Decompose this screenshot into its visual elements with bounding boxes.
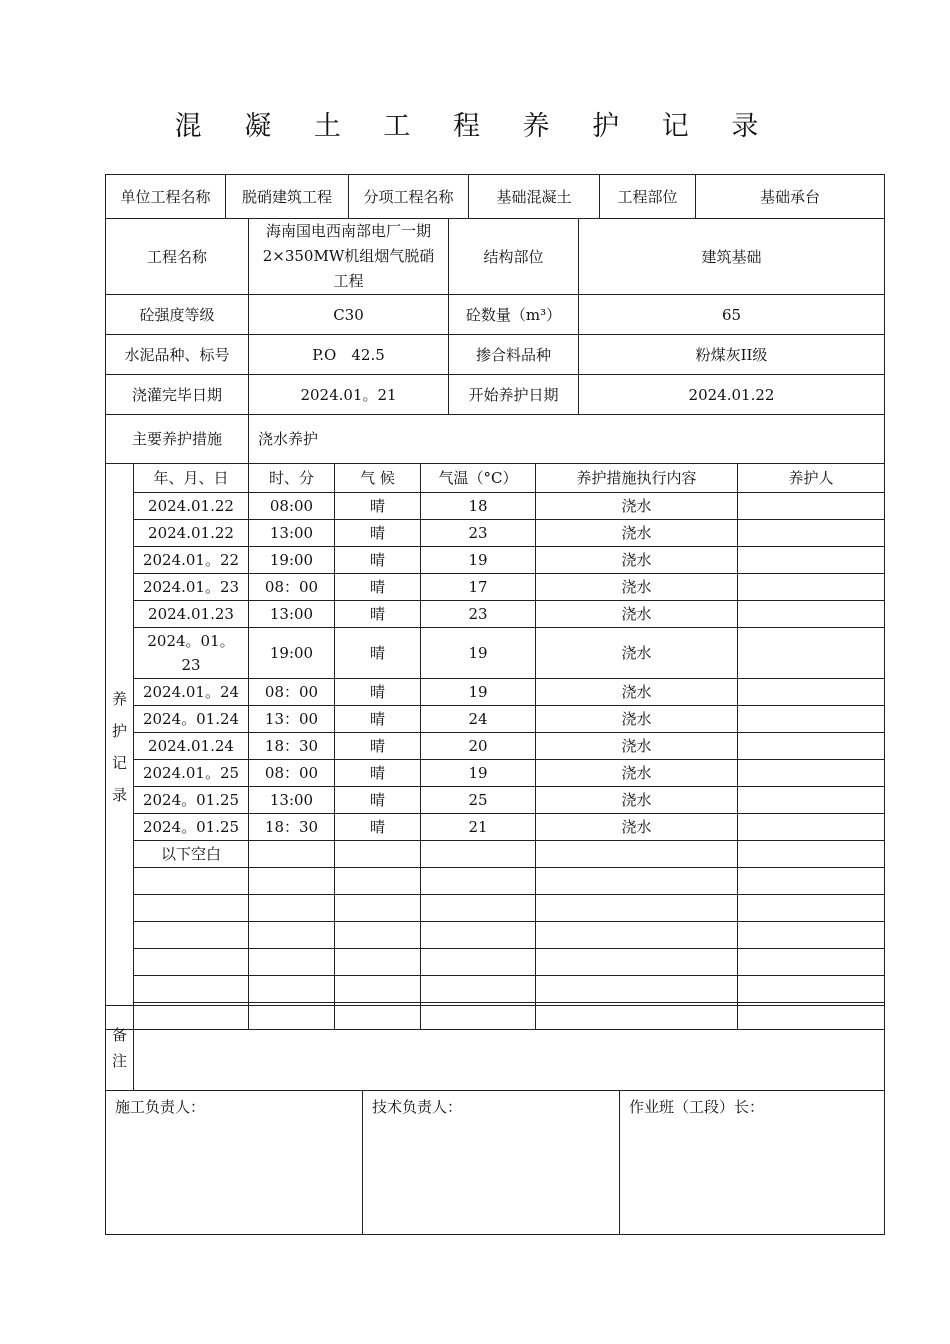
admixture-value: 粉煤灰II级 (579, 335, 885, 375)
log-time: 13:00 (249, 601, 335, 628)
project-name-value: 海南国电西南部电厂一期2×350MW机组烟气脱硝工程 (249, 219, 449, 295)
blank-cell (335, 895, 421, 922)
log-time: 13:00 (249, 787, 335, 814)
log-date: 2024。01。23 (134, 628, 249, 679)
log-date: 2024.01。24 (134, 679, 249, 706)
log-time: 08：00 (249, 760, 335, 787)
log-action: 浇水 (536, 760, 738, 787)
header-table (105, 174, 885, 219)
log-time: 08:00 (249, 493, 335, 520)
curing-record-label: 养 护 记 录 (106, 464, 134, 1030)
log-weather: 晴 (335, 547, 421, 574)
log-time: 19:00 (249, 628, 335, 679)
log-temp: 17 (421, 574, 536, 601)
blank-cell (249, 922, 335, 949)
log-time: 13:00 (249, 520, 335, 547)
log-action: 浇水 (536, 601, 738, 628)
log-time: 08：00 (249, 574, 335, 601)
sub-item-label: 分项工程名称 (349, 175, 469, 219)
table-row (106, 547, 885, 574)
log-action: 浇水 (536, 787, 738, 814)
log-temp: 19 (421, 628, 536, 679)
log-date: 2024.01。23 (134, 574, 249, 601)
blank-cell (421, 949, 536, 976)
table-row (106, 628, 885, 679)
log-temp: 23 (421, 601, 536, 628)
log-person (738, 601, 885, 628)
log-temp: 21 (421, 814, 536, 841)
log-time: 18：30 (249, 733, 335, 760)
log-header-row (106, 464, 885, 493)
col-weather-header: 气 候 (335, 464, 421, 493)
cement-label: 水泥品种、标号 (106, 335, 249, 375)
blank-cell (536, 949, 738, 976)
curing-start-value: 2024.01.22 (579, 375, 885, 415)
log-person (738, 493, 885, 520)
log-person (738, 628, 885, 679)
table-row (106, 814, 885, 841)
log-person (738, 814, 885, 841)
measures-label: 主要养护措施 (106, 415, 249, 464)
table-row (106, 733, 885, 760)
blank-cell (738, 841, 885, 868)
blank-cell (249, 868, 335, 895)
table-row (106, 760, 885, 787)
blank-cell (421, 922, 536, 949)
log-weather: 晴 (335, 706, 421, 733)
curing-start-label: 开始养护日期 (449, 375, 579, 415)
log-weather: 晴 (335, 787, 421, 814)
blank-note: 以下空白 (134, 841, 249, 868)
log-action: 浇水 (536, 706, 738, 733)
log-person (738, 547, 885, 574)
construction-lead-signature: 施工负责人： (106, 1091, 363, 1235)
log-temp: 20 (421, 733, 536, 760)
blank-row (106, 895, 885, 922)
blank-cell (335, 868, 421, 895)
blank-row (106, 922, 885, 949)
table-row (106, 601, 885, 628)
log-action: 浇水 (536, 493, 738, 520)
remarks-signature-table (105, 1005, 885, 1235)
log-date: 2024.01.24 (134, 733, 249, 760)
col-time-header: 时、分 (249, 464, 335, 493)
log-action: 浇水 (536, 679, 738, 706)
log-date: 2024。01.24 (134, 706, 249, 733)
unit-project-value: 脱硝建筑工程 (226, 175, 349, 219)
log-weather: 晴 (335, 601, 421, 628)
log-weather: 晴 (335, 679, 421, 706)
log-time: 08：00 (249, 679, 335, 706)
table-row (106, 493, 885, 520)
project-part-label: 工程部位 (600, 175, 696, 219)
log-date: 2024.01.22 (134, 493, 249, 520)
log-temp: 23 (421, 520, 536, 547)
log-action: 浇水 (536, 628, 738, 679)
blank-cell (738, 895, 885, 922)
log-date: 2024.01.22 (134, 520, 249, 547)
log-time: 19:00 (249, 547, 335, 574)
blank-cell (738, 949, 885, 976)
log-action: 浇水 (536, 574, 738, 601)
log-time: 13：00 (249, 706, 335, 733)
blank-row (106, 868, 885, 895)
col-date-header: 年、月、日 (134, 464, 249, 493)
blank-cell (249, 895, 335, 922)
table-row (106, 520, 885, 547)
log-person (738, 733, 885, 760)
blank-cell (335, 949, 421, 976)
team-lead-signature: 作业班（工段）长： (620, 1091, 885, 1235)
blank-cell (249, 949, 335, 976)
blank-cell (536, 868, 738, 895)
log-weather: 晴 (335, 760, 421, 787)
project-part-value: 基础承台 (696, 175, 885, 219)
log-action: 浇水 (536, 733, 738, 760)
log-date: 2024.01。22 (134, 547, 249, 574)
remarks-label: 备 注 (106, 1006, 134, 1091)
col-person-header: 养护人 (738, 464, 885, 493)
blank-cell (421, 868, 536, 895)
pour-date-label: 浇灌完毕日期 (106, 375, 249, 415)
log-action: 浇水 (536, 520, 738, 547)
remarks-value (134, 1006, 885, 1091)
table-row (106, 679, 885, 706)
blank-cell (134, 976, 249, 1003)
log-person (738, 574, 885, 601)
log-temp: 25 (421, 787, 536, 814)
log-date: 2024.01.23 (134, 601, 249, 628)
log-date: 2024。01.25 (134, 787, 249, 814)
blank-cell (536, 841, 738, 868)
curing-log-table (105, 463, 885, 1030)
blank-cell (134, 922, 249, 949)
blank-row (106, 841, 885, 868)
strength-value: C30 (249, 295, 449, 335)
quantity-label: 砼数量（m³） (449, 295, 579, 335)
blank-cell (134, 895, 249, 922)
log-date: 2024.01。25 (134, 760, 249, 787)
unit-project-label: 单位工程名称 (106, 175, 226, 219)
log-temp: 24 (421, 706, 536, 733)
table-row (106, 787, 885, 814)
pour-date-value: 2024.01。21 (249, 375, 449, 415)
table-row (106, 574, 885, 601)
blank-cell (421, 841, 536, 868)
technical-lead-signature: 技术负责人： (363, 1091, 620, 1235)
log-person (738, 760, 885, 787)
log-weather: 晴 (335, 520, 421, 547)
log-person (738, 706, 885, 733)
log-temp: 19 (421, 679, 536, 706)
log-person (738, 679, 885, 706)
blank-cell (738, 922, 885, 949)
log-weather: 晴 (335, 733, 421, 760)
log-weather: 晴 (335, 814, 421, 841)
blank-cell (738, 868, 885, 895)
header-table-lower (105, 218, 885, 464)
project-name-label: 工程名称 (106, 219, 249, 295)
log-time: 18：30 (249, 814, 335, 841)
log-action: 浇水 (536, 814, 738, 841)
quantity-value: 65 (579, 295, 885, 335)
log-temp: 19 (421, 547, 536, 574)
blank-row (106, 976, 885, 1003)
col-action-header: 养护措施执行内容 (536, 464, 738, 493)
log-weather: 晴 (335, 628, 421, 679)
structure-part-label: 结构部位 (449, 219, 579, 295)
page-title: 混 凝 土 工 程 养 护 记 录 (174, 111, 776, 142)
blank-cell (421, 976, 536, 1003)
cement-value: P.O 42.5 (249, 335, 449, 375)
blank-cell (134, 949, 249, 976)
blank-cell (335, 841, 421, 868)
blank-cell (738, 976, 885, 1003)
blank-cell (335, 976, 421, 1003)
log-action: 浇水 (536, 547, 738, 574)
strength-label: 砼强度等级 (106, 295, 249, 335)
blank-cell (536, 922, 738, 949)
sub-item-value: 基础混凝土 (469, 175, 600, 219)
log-weather: 晴 (335, 574, 421, 601)
log-temp: 19 (421, 760, 536, 787)
log-person (738, 520, 885, 547)
log-temp: 18 (421, 493, 536, 520)
log-date: 2024。01.25 (134, 814, 249, 841)
blank-cell (134, 868, 249, 895)
log-person (738, 787, 885, 814)
blank-cell (536, 976, 738, 1003)
blank-cell (249, 841, 335, 868)
blank-cell (335, 922, 421, 949)
table-row (106, 706, 885, 733)
blank-cell (421, 895, 536, 922)
blank-cell (536, 895, 738, 922)
blank-row (106, 949, 885, 976)
col-temp-header: 气温（°C） (421, 464, 536, 493)
log-weather: 晴 (335, 493, 421, 520)
measures-value: 浇水养护 (249, 415, 885, 464)
blank-cell (249, 976, 335, 1003)
structure-part-value: 建筑基础 (579, 219, 885, 295)
admixture-label: 掺合料品种 (449, 335, 579, 375)
